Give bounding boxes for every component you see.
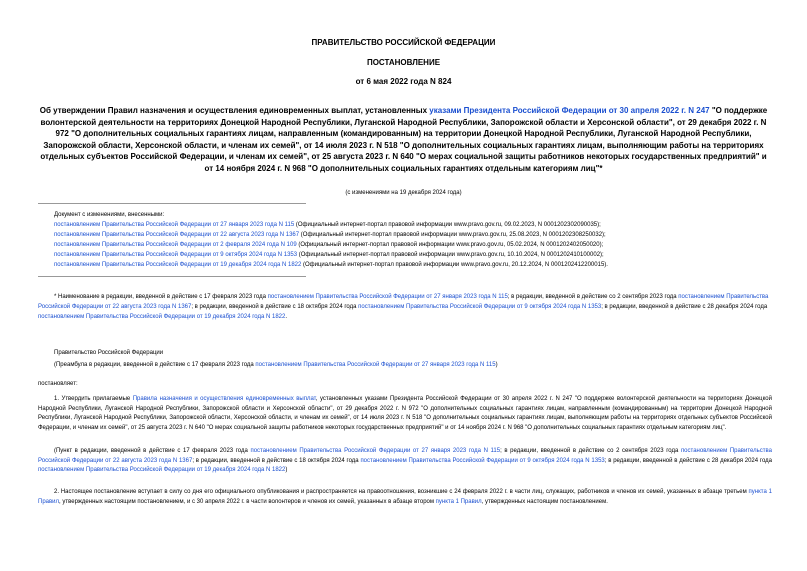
rules-point-link[interactable]: пункта 1 Правил bbox=[435, 498, 482, 505]
title-text-1: Об утверждении Правил назначения и осуществления единовременных выплат, установленных bbox=[39, 106, 430, 115]
resolves-label: постановляет: bbox=[38, 381, 78, 387]
document-title bbox=[38, 105, 769, 174]
paragraph-2 bbox=[38, 488, 772, 507]
title-text-2: "О поддержке волонтерской деятельности на территориях Донецкой Народной Республики, Луганской Народной Республики, Запорожской области и Херсонской области", от 29 декабря 2022 г. N 972 "О дополнительных социальных гарантиях лицам, направленным (командированным) на территории Донецкой Народной Республики, Луганской Народной Республики, Запорожской области, Херсонской области, и членам их семей", от 14 июля 2023 г. N 518 "О дополнительных социальных гарантиях лицам, выполняющим работы на территориях отдельных субъектов Российской Федерации, и членам их семей", от 25 августа 2023 г. N 640 "О мерах социальной защиты работников некоторых государственных предприятий" и от 14 ноября 2024 г. N 968 "О дополнительных социальных гарантиях отдельным категориям лиц"* bbox=[40, 106, 768, 173]
change-details: (Официальный интернет-портал правовой информации www.pravo.gov.ru, 25.08.2023, N 0001202308250032); bbox=[299, 232, 606, 238]
note-text: ; в редакции, введенной в действие с 18 октября 2024 года bbox=[192, 457, 361, 464]
preamble-text: ) bbox=[495, 362, 498, 368]
change-link[interactable]: постановлением Правительства Российской Федерации от 27 января 2023 года N 115 bbox=[54, 222, 295, 228]
footnote-text: . bbox=[285, 314, 288, 320]
preamble-link[interactable]: постановлением Правительства Российской Федерации от 27 января 2023 года N 115 bbox=[255, 362, 496, 368]
preamble-note bbox=[54, 362, 498, 368]
date-number-heading: от 6 мая 2022 года N 824 bbox=[355, 77, 452, 86]
government-label: Правительство Российской Федерации bbox=[54, 350, 164, 356]
rules-point-link[interactable]: пункта 1 Правил bbox=[38, 489, 772, 505]
list-item bbox=[54, 220, 784, 230]
divider-bottom bbox=[38, 276, 306, 277]
paragraph-text: , установленных указами Президента Российской Федерации от 30 апреля 2022 г. N 247 "О поддержке волонтерской деятельности на территориях Донецкой Народной Республики, Луганской Народной Республики, Запорожской области и Херсонской области", от 29 декабря 2022 г. N 972 "О дополнительных социальных гарантиях лицам, направленным (командированным) на территории Донецкой Народной Республики, Луганской Народной Республики, Запорожской области, Херсонской области, и членам их семей", от 14 июля 2023 г. N 518 "О дополнительных социальных гарантиях лицам, выполняющим работы на территориях отдельных субъектов Российской Федерации, и членам их семей", от 25 августа 2023 г. N 640 "О мерах социальной защиты работников некоторых государственных предприятий" и от 14 ноября 2024 г. N 968 "О дополнительных социальных гарантиях отдельным категориям лиц". bbox=[38, 396, 772, 431]
change-details: (Официальный интернет-портал правовой информации www.pravo.gov.ru, 05.02.2024, N 0001202402050020); bbox=[296, 242, 604, 248]
change-details: (Официальный интернет-портал правовой информации www.pravo.gov.ru, 10.10.2024, N 0001202410100002); bbox=[297, 252, 604, 258]
list-item bbox=[54, 250, 784, 260]
note-text: ) bbox=[285, 467, 288, 473]
list-item bbox=[54, 260, 784, 270]
footnote-text: ; в редакции, введенной в действие с 18 октября 2024 года bbox=[191, 304, 359, 310]
footnote-text: * Наименование в редакции, введенной в действие с 17 февраля 2023 года bbox=[54, 294, 268, 300]
list-item bbox=[54, 240, 784, 250]
government-heading: ПРАВИТЕЛЬСТВО РОССИЙСКОЙ ФЕДЕРАЦИИ bbox=[311, 38, 496, 47]
rules-link[interactable]: Правила назначения и осуществления единовременных выплат bbox=[132, 396, 316, 402]
doc-type-heading: ПОСТАНОВЛЕНИЕ bbox=[366, 58, 441, 67]
list-item bbox=[54, 230, 784, 240]
note-link[interactable]: постановлением Правительства Российской Федерации от 22 августа 2023 года N 1367 bbox=[38, 448, 772, 464]
note-link[interactable]: постановлением Правительства Российской Федерации от 27 января 2023 года N 115 bbox=[250, 448, 501, 454]
title-footnote bbox=[38, 292, 772, 322]
change-link[interactable]: постановлением Правительства Российской Федерации от 19 декабря 2024 года N 1822 bbox=[54, 262, 302, 268]
change-details: (Официальный интернет-портал правовой информации www.pravo.gov.ru, 20.12.2024, N 0001202412200015). bbox=[301, 262, 608, 268]
footnote-link[interactable]: постановлением Правительства Российской Федерации от 19 декабря 2024 года N 1822 bbox=[38, 314, 286, 320]
note-link[interactable]: постановлением Правительства Российской Федерации от 19 декабря 2024 года N 1822 bbox=[38, 467, 286, 473]
changes-heading: Документ с изменениями, внесенными: bbox=[54, 212, 165, 218]
footnote-link[interactable]: постановлением Правительства Российской Федерации от 22 августа 2023 года N 1367 bbox=[38, 294, 769, 310]
footnote-text: ; в редакции, введенной в действие с 28 декабря 2024 года bbox=[601, 304, 768, 310]
paragraph-1-note bbox=[38, 447, 772, 476]
paragraph-text: , утвержденных настоящим постановлением, и с 30 апреля 2022 г. в части волонтеров и членов их семей, указанных в абзаце втором bbox=[59, 498, 436, 505]
change-link[interactable]: постановлением Правительства Российской Федерации от 9 октября 2024 года N 1353 bbox=[54, 252, 298, 258]
preamble-text: (Преамбула в редакции, введенной в действие с 17 февраля 2023 года bbox=[54, 362, 256, 368]
footnote-text: ; в редакции, введенной в действие со 2 сентября 2023 года bbox=[507, 294, 679, 300]
paragraph-text: , утвержденных настоящим постановлением. bbox=[481, 498, 608, 505]
paragraph-text: 1. Утвердить прилагаемые bbox=[54, 396, 133, 402]
divider-top bbox=[38, 203, 306, 204]
note-text: (Пункт в редакции, введенной в действие с 17 февраля 2023 года bbox=[54, 448, 251, 454]
change-details: (Официальный интернет-портал правовой информации www.pravo.gov.ru, 09.02.2023, N 0001202302090035); bbox=[294, 222, 601, 228]
footnote-link[interactable]: постановлением Правительства Российской Федерации от 9 октября 2024 года N 1353 bbox=[358, 304, 602, 310]
paragraph-1 bbox=[38, 395, 772, 433]
paragraph-text: 2. Настоящее постановление вступает в силу со дня его официального опубликования и распространяется на правоотношения, возникшие с 24 февраля 2022 г. в части лиц, служащих, работников и членов их семей, указанных в абзаце третьем bbox=[54, 489, 749, 495]
changes-list bbox=[54, 210, 784, 270]
change-link[interactable]: постановлением Правительства Российской Федерации от 2 февраля 2024 года N 109 bbox=[54, 242, 297, 248]
note-text: ; в редакции, введенной в действие с 28 декабря 2024 года bbox=[604, 457, 772, 464]
note-link[interactable]: постановлением Правительства Российской Федерации от 9 октября 2024 года N 1353 bbox=[360, 457, 605, 464]
change-link[interactable]: постановлением Правительства Российской Федерации от 22 августа 2023 года N 1367 bbox=[54, 232, 300, 238]
title-decree-link[interactable]: указами Президента Российской Федерации от 30 апреля 2022 г. N 247 bbox=[429, 106, 710, 115]
edition-note: (с изменениями на 19 декабря 2024 года) bbox=[345, 190, 462, 196]
note-text: ; в редакции, введенной в действие со 2 сентября 2023 года bbox=[500, 448, 681, 454]
footnote-link[interactable]: постановлением Правительства Российской Федерации от 27 января 2023 года N 115 bbox=[267, 294, 508, 300]
